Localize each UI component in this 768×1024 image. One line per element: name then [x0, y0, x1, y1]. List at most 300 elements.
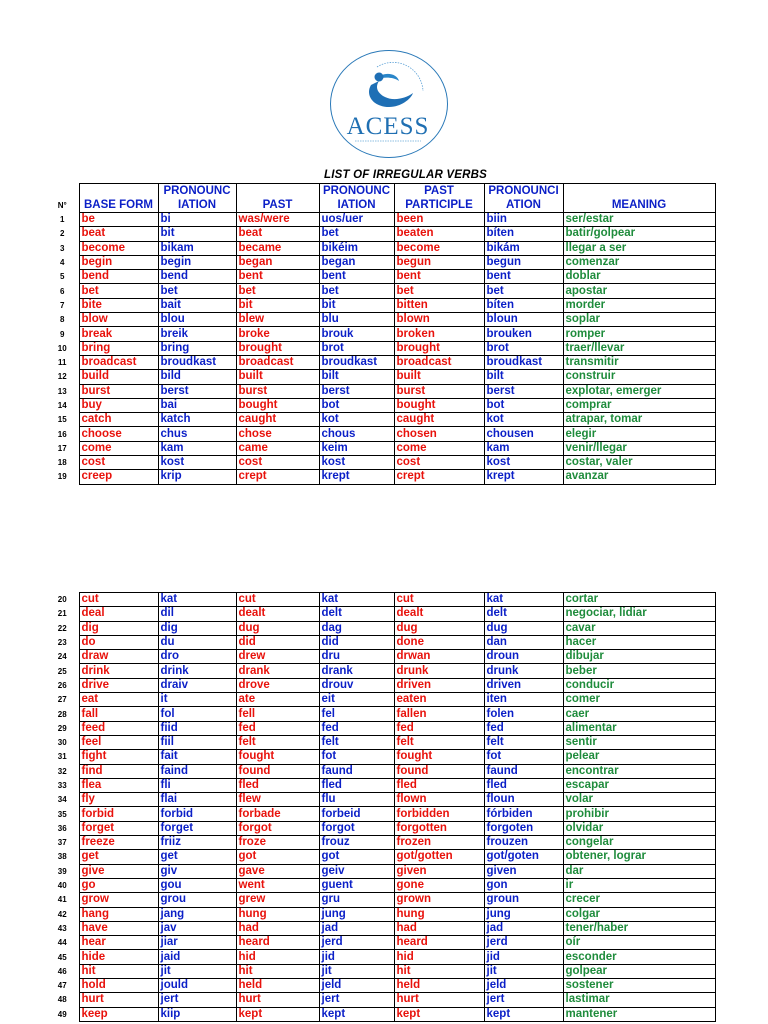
table-row [46, 964, 715, 978]
base-form-cell: begin [79, 255, 158, 269]
past-participle-cell: become [394, 241, 484, 255]
pronunciation-3-cell: drunk [484, 664, 563, 678]
table-row [46, 255, 715, 269]
pronunciation-3-cell: felt [484, 735, 563, 749]
base-form-cell: hear [79, 936, 158, 950]
verb-number: 16 [57, 429, 67, 439]
past-cell: had [236, 921, 319, 935]
verb-number: 42 [57, 909, 67, 919]
pronunciation-2-cell: geiv [319, 864, 394, 878]
pronunciation-1-cell: bikam [158, 241, 236, 255]
base-form-cell: dig [79, 621, 158, 635]
meaning-cell: sostener [563, 979, 715, 993]
table-row [46, 384, 715, 398]
base-form-cell: come [79, 441, 158, 455]
pronunciation-1-cell: fiil [158, 735, 236, 749]
pronunciation-3-cell: droun [484, 650, 563, 664]
base-form-cell: hide [79, 950, 158, 964]
table-row [46, 735, 715, 749]
pronunciation-1-cell: breik [158, 327, 236, 341]
irregular-verbs-table-1 [46, 183, 716, 485]
meaning-cell: dar [563, 864, 715, 878]
verb-number: 25 [57, 666, 67, 676]
base-form-cell: eat [79, 693, 158, 707]
past-cell: bent [236, 270, 319, 284]
pronunciation-2-cell: bot [319, 398, 394, 412]
meaning-cell: congelar [563, 836, 715, 850]
pronunciation-3-cell: krept [484, 470, 563, 484]
pronunciation-1-cell: bait [158, 298, 236, 312]
meaning-cell: mantener [563, 1007, 715, 1021]
pronunciation-2-cell: fel [319, 707, 394, 721]
base-form-cell: drive [79, 678, 158, 692]
base-form-cell: fall [79, 707, 158, 721]
pronunciation-1-cell: jert [158, 993, 236, 1007]
pronunciation-2-cell: uos/uer [319, 213, 394, 227]
table-row [46, 793, 715, 807]
pronunciation-2-cell: jit [319, 964, 394, 978]
pronunciation-1-cell: broudkast [158, 355, 236, 369]
pronunciation-1-cell: jang [158, 907, 236, 921]
meaning-cell: venir/llegar [563, 441, 715, 455]
past-participle-cell: done [394, 635, 484, 649]
pronunciation-1-cell: begin [158, 255, 236, 269]
meaning-cell: romper [563, 327, 715, 341]
past-participle-cell: got/gotten [394, 850, 484, 864]
table-row [46, 284, 715, 298]
base-form-cell: forget [79, 821, 158, 835]
table-row [46, 456, 715, 470]
pronunciation-3-cell: got/goten [484, 850, 563, 864]
table-row [46, 427, 715, 441]
verb-number: 9 [60, 329, 65, 339]
table-row [46, 664, 715, 678]
past-cell: fell [236, 707, 319, 721]
pronunciation-2-cell: brouk [319, 327, 394, 341]
meaning-cell: prohibir [563, 807, 715, 821]
meaning-cell: escapar [563, 778, 715, 792]
past-participle-cell: found [394, 764, 484, 778]
meaning-cell: sentir [563, 735, 715, 749]
pronunciation-1-cell: faind [158, 764, 236, 778]
past-participle-cell: cut [394, 593, 484, 607]
verb-number: 1 [60, 215, 65, 225]
table-row [46, 836, 715, 850]
past-cell: heard [236, 936, 319, 950]
table-row [46, 921, 715, 935]
past-participle-cell: bought [394, 398, 484, 412]
past-participle-cell: drunk [394, 664, 484, 678]
verb-number: 49 [57, 1009, 67, 1019]
pronunciation-3-cell: jit [484, 964, 563, 978]
pronunciation-1-cell: forbid [158, 807, 236, 821]
past-cell: froze [236, 836, 319, 850]
pronunciation-3-cell: jert [484, 993, 563, 1007]
past-cell: held [236, 979, 319, 993]
verb-number: 46 [57, 966, 67, 976]
past-cell: blew [236, 313, 319, 327]
pronunciation-3-cell: dug [484, 621, 563, 635]
past-participle-cell: had [394, 921, 484, 935]
pronunciation-2-cell: bent [319, 270, 394, 284]
past-cell: became [236, 241, 319, 255]
table-row [46, 593, 715, 607]
verb-number: 10 [57, 343, 67, 353]
column-header-num: N° [57, 200, 67, 210]
past-participle-cell: given [394, 864, 484, 878]
meaning-cell: transmitir [563, 355, 715, 369]
pronunciation-3-cell: iten [484, 693, 563, 707]
pronunciation-3-cell: frouzen [484, 836, 563, 850]
pronunciation-1-cell: it [158, 693, 236, 707]
verb-number: 24 [57, 652, 67, 662]
pronunciation-1-cell: forget [158, 821, 236, 835]
pronunciation-3-cell: delt [484, 607, 563, 621]
verb-number: 29 [57, 723, 67, 733]
table-row [46, 621, 715, 635]
meaning-cell: batir/golpear [563, 227, 715, 241]
past-participle-cell: forgotten [394, 821, 484, 835]
base-form-cell: get [79, 850, 158, 864]
pronunciation-1-cell: flai [158, 793, 236, 807]
verb-number: 32 [57, 766, 67, 776]
base-form-cell: creep [79, 470, 158, 484]
past-participle-cell: broken [394, 327, 484, 341]
verb-number: 11 [58, 358, 67, 368]
base-form-cell: hang [79, 907, 158, 921]
past-participle-cell: begun [394, 255, 484, 269]
verb-number: 34 [57, 795, 67, 805]
meaning-cell: oír [563, 936, 715, 950]
table-row [46, 650, 715, 664]
meaning-cell: dibujar [563, 650, 715, 664]
table-row [46, 707, 715, 721]
pronunciation-3-cell: kat [484, 593, 563, 607]
pronunciation-3-cell: driven [484, 678, 563, 692]
verb-number: 40 [57, 881, 67, 891]
past-participle-cell: beaten [394, 227, 484, 241]
base-form-cell: flea [79, 778, 158, 792]
base-form-cell: forbid [79, 807, 158, 821]
past-participle-cell: fled [394, 778, 484, 792]
past-cell: ate [236, 693, 319, 707]
past-participle-cell: cost [394, 456, 484, 470]
pronunciation-1-cell: jiar [158, 936, 236, 950]
pronunciation-1-cell: fiid [158, 721, 236, 735]
pronunciation-1-cell: blou [158, 313, 236, 327]
pronunciation-2-cell: eit [319, 693, 394, 707]
verb-number: 28 [57, 709, 67, 719]
base-form-cell: go [79, 878, 158, 892]
pronunciation-3-cell: chousen [484, 427, 563, 441]
pronunciation-3-cell: kot [484, 413, 563, 427]
pronunciation-2-cell: jung [319, 907, 394, 921]
base-form-cell: beat [79, 227, 158, 241]
pronunciation-3-cell: brouken [484, 327, 563, 341]
verb-number: 6 [60, 286, 65, 296]
past-participle-cell: caught [394, 413, 484, 427]
pronunciation-3-cell: bloun [484, 313, 563, 327]
table-row [46, 979, 715, 993]
verb-number: 4 [60, 258, 65, 268]
base-form-cell: be [79, 213, 158, 227]
table-header-row [46, 184, 715, 213]
meaning-cell: ser/estar [563, 213, 715, 227]
pronunciation-2-cell: forgot [319, 821, 394, 835]
pronunciation-1-cell: bend [158, 270, 236, 284]
meaning-cell: tener/haber [563, 921, 715, 935]
verb-number: 15 [57, 415, 67, 425]
base-form-cell: grow [79, 893, 158, 907]
pronunciation-1-cell: kost [158, 456, 236, 470]
past-cell: drew [236, 650, 319, 664]
column-header-base-form: BASE FORM [79, 184, 158, 213]
base-form-cell: blow [79, 313, 158, 327]
base-form-cell: cut [79, 593, 158, 607]
verb-number: 33 [57, 781, 67, 790]
pronunciation-2-cell: kept [319, 1007, 394, 1021]
past-participle-cell: forbidden [394, 807, 484, 821]
meaning-cell: esconder [563, 950, 715, 964]
past-cell: chose [236, 427, 319, 441]
base-form-cell: build [79, 370, 158, 384]
pronunciation-2-cell: fed [319, 721, 394, 735]
base-form-cell: catch [79, 413, 158, 427]
past-participle-cell: hid [394, 950, 484, 964]
meaning-cell: costar, valer [563, 456, 715, 470]
pronunciation-2-cell: faund [319, 764, 394, 778]
base-form-cell: break [79, 327, 158, 341]
base-form-cell: hit [79, 964, 158, 978]
table-row [46, 607, 715, 621]
pronunciation-1-cell: jould [158, 979, 236, 993]
pronunciation-2-cell: frouz [319, 836, 394, 850]
past-participle-cell: brought [394, 341, 484, 355]
pronunciation-1-cell: fli [158, 778, 236, 792]
base-form-cell: bend [79, 270, 158, 284]
pronunciation-3-cell: jerd [484, 936, 563, 950]
meaning-cell: llegar a ser [563, 241, 715, 255]
meaning-cell: pelear [563, 750, 715, 764]
pronunciation-1-cell: bit [158, 227, 236, 241]
pronunciation-2-cell: blu [319, 313, 394, 327]
past-participle-cell: come [394, 441, 484, 455]
past-participle-cell: fed [394, 721, 484, 735]
pronunciation-2-cell: flu [319, 793, 394, 807]
pronunciation-3-cell: jad [484, 921, 563, 935]
base-form-cell: freeze [79, 836, 158, 850]
base-form-cell: keep [79, 1007, 158, 1021]
pronunciation-2-cell: fled [319, 778, 394, 792]
pronunciation-3-cell: broudkast [484, 355, 563, 369]
pronunciation-2-cell: jerd [319, 936, 394, 950]
verb-number: 45 [57, 952, 67, 962]
pronunciation-1-cell: dro [158, 650, 236, 664]
past-participle-cell: blown [394, 313, 484, 327]
pronunciation-1-cell: chus [158, 427, 236, 441]
pronunciation-2-cell: felt [319, 735, 394, 749]
base-form-cell: bring [79, 341, 158, 355]
base-form-cell: feel [79, 735, 158, 749]
past-cell: came [236, 441, 319, 455]
table-row [46, 241, 715, 255]
table-row [46, 750, 715, 764]
past-cell: dug [236, 621, 319, 635]
pronunciation-2-cell: drouv [319, 678, 394, 692]
table-row [46, 821, 715, 835]
meaning-cell: comenzar [563, 255, 715, 269]
table-row [46, 213, 715, 227]
pronunciation-2-cell: jad [319, 921, 394, 935]
past-cell: cut [236, 593, 319, 607]
base-form-cell: cost [79, 456, 158, 470]
pronunciation-2-cell: kost [319, 456, 394, 470]
table-row [46, 227, 715, 241]
meaning-cell: cavar [563, 621, 715, 635]
table-row [46, 355, 715, 369]
base-form-cell: draw [79, 650, 158, 664]
column-header-past: PAST [236, 184, 319, 213]
pronunciation-1-cell: kat [158, 593, 236, 607]
past-participle-cell: heard [394, 936, 484, 950]
pronunciation-2-cell: began [319, 255, 394, 269]
pronunciation-3-cell: jung [484, 907, 563, 921]
past-participle-cell: driven [394, 678, 484, 692]
pronunciation-1-cell: bi [158, 213, 236, 227]
table-row [46, 950, 715, 964]
table-row [46, 936, 715, 950]
past-participle-cell: been [394, 213, 484, 227]
pronunciation-1-cell: fol [158, 707, 236, 721]
table-row [46, 635, 715, 649]
pronunciation-2-cell: fot [319, 750, 394, 764]
verb-number: 39 [57, 866, 67, 876]
pronunciation-3-cell: gon [484, 878, 563, 892]
table-row [46, 878, 715, 892]
past-participle-cell: hit [394, 964, 484, 978]
pronunciation-1-cell: du [158, 635, 236, 649]
past-cell: hung [236, 907, 319, 921]
table-row [46, 764, 715, 778]
logo-swoosh-highlight [387, 87, 405, 92]
meaning-cell: elegir [563, 427, 715, 441]
pronunciation-1-cell: grou [158, 893, 236, 907]
pronunciation-2-cell: berst [319, 384, 394, 398]
past-participle-cell: broadcast [394, 355, 484, 369]
base-form-cell: bet [79, 284, 158, 298]
pronunciation-3-cell: jeld [484, 979, 563, 993]
meaning-cell: explotar, emerger [563, 384, 715, 398]
pronunciation-3-cell: berst [484, 384, 563, 398]
verb-number: 38 [57, 852, 67, 862]
verb-number: 26 [57, 680, 67, 690]
pronunciation-2-cell: drank [319, 664, 394, 678]
logo-swoosh-shape [369, 81, 413, 107]
pronunciation-2-cell: jeld [319, 979, 394, 993]
past-participle-cell: chosen [394, 427, 484, 441]
pronunciation-3-cell: bent [484, 270, 563, 284]
pronunciation-1-cell: bet [158, 284, 236, 298]
verb-number: 3 [60, 243, 65, 253]
pronunciation-1-cell: get [158, 850, 236, 864]
base-form-cell: hurt [79, 993, 158, 1007]
pronunciation-2-cell: kat [319, 593, 394, 607]
acess-logo-graphic [331, 51, 446, 156]
past-cell: crept [236, 470, 319, 484]
table-row [46, 313, 715, 327]
pronunciation-3-cell: folen [484, 707, 563, 721]
pronunciation-3-cell: groun [484, 893, 563, 907]
table-row [46, 298, 715, 312]
pronunciation-3-cell: fórbiden [484, 807, 563, 821]
meaning-cell: comprar [563, 398, 715, 412]
pronunciation-1-cell: giv [158, 864, 236, 878]
past-participle-cell: dealt [394, 607, 484, 621]
past-participle-cell: gone [394, 878, 484, 892]
pronunciation-2-cell: did [319, 635, 394, 649]
past-participle-cell: eaten [394, 693, 484, 707]
base-form-cell: burst [79, 384, 158, 398]
table-row [46, 413, 715, 427]
pronunciation-1-cell: bring [158, 341, 236, 355]
verb-number: 30 [57, 738, 67, 748]
past-cell: bought [236, 398, 319, 412]
pronunciation-1-cell: kam [158, 441, 236, 455]
pronunciation-3-cell: faund [484, 764, 563, 778]
pronunciation-2-cell: keim [319, 441, 394, 455]
base-form-cell: bite [79, 298, 158, 312]
meaning-cell: lastimar [563, 993, 715, 1007]
verb-number: 27 [57, 695, 67, 705]
table-row [46, 864, 715, 878]
table-row [46, 893, 715, 907]
past-cell: kept [236, 1007, 319, 1021]
past-participle-cell: frozen [394, 836, 484, 850]
past-cell: drove [236, 678, 319, 692]
past-cell: grew [236, 893, 319, 907]
table-row [46, 1007, 715, 1021]
table-row [46, 778, 715, 792]
past-cell: began [236, 255, 319, 269]
meaning-cell: colgar [563, 907, 715, 921]
pronunciation-2-cell: brot [319, 341, 394, 355]
meaning-cell: hacer [563, 635, 715, 649]
base-form-cell: fly [79, 793, 158, 807]
pronunciation-3-cell: biin [484, 213, 563, 227]
past-participle-cell: grown [394, 893, 484, 907]
pronunciation-1-cell: kiip [158, 1007, 236, 1021]
pronunciation-2-cell: kot [319, 413, 394, 427]
table-row [46, 993, 715, 1007]
pronunciation-3-cell: fed [484, 721, 563, 735]
table-row [46, 398, 715, 412]
pronunciation-2-cell: got [319, 850, 394, 864]
meaning-cell: olvidar [563, 821, 715, 835]
past-cell: felt [236, 735, 319, 749]
verb-number: 8 [60, 315, 65, 325]
pronunciation-2-cell: bet [319, 284, 394, 298]
meaning-cell: cortar [563, 593, 715, 607]
table-row [46, 807, 715, 821]
pronunciation-2-cell: gru [319, 893, 394, 907]
meaning-cell: construir [563, 370, 715, 384]
table-row [46, 721, 715, 735]
meaning-cell: caer [563, 707, 715, 721]
past-cell: fed [236, 721, 319, 735]
verb-number: 17 [57, 443, 67, 453]
base-form-cell: have [79, 921, 158, 935]
verb-number: 7 [60, 300, 65, 310]
